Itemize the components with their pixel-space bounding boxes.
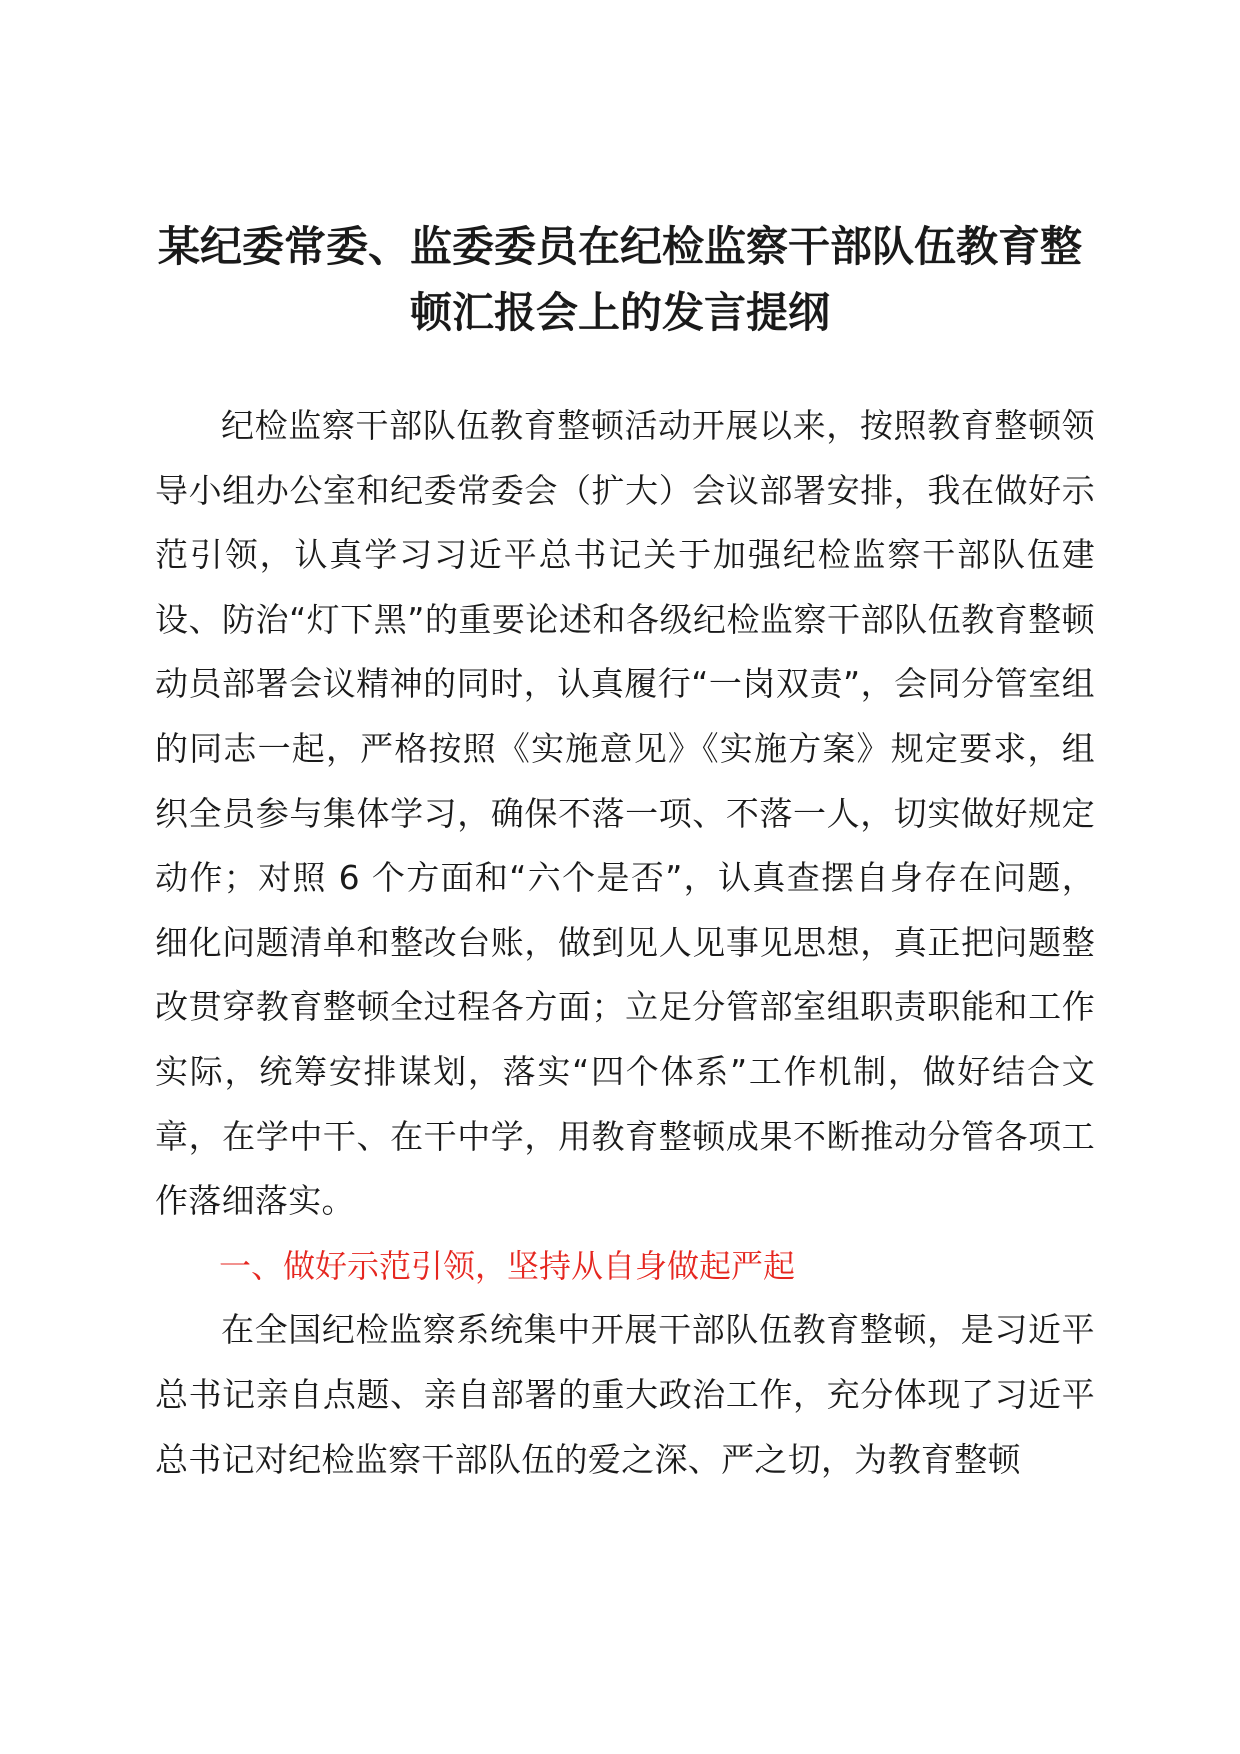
document-body [155, 394, 1095, 1492]
intro-paragraph: 纪检监察干部队伍教育整顿活动开展以来，按照教育整顿领导小组办公室和纪委常委会（扩大）会议部署安排，我在做好示范引领，认真学习习近平总书记关于加强纪检监察干部队伍建设、防治“灯下黑”的重要论述和各级纪检监察干部队伍教育整顿动员部署会议精神的同时，认真履行“一岗双责”，会同分管室组的同志一起，严格按照《实施意见》《实施方案》规定要求，组织全员参与集体学习，确保不落一项、不落一人，切实做好规定动作；对照 6 个方面和“六个是否”，认真查摆自身存在问题，细化问题清单和整改台账，做到见人见事见思想，真正把问题整改贯穿教育整顿全过程各方面；立足分管部室组职责职能和工作实际，统筹安排谋划，落实“四个体系”工作机制，做好结合文章，在学中干、在干中学，用教育整顿成果不断推动分管各项工作落细落实。 [155, 406, 1095, 1221]
section-heading-1: 一、做好示范引领，坚持从自身做起严起 [219, 1246, 796, 1285]
document-title: 某纪委常委、监委委员在纪检监察干部队伍教育整顿汇报会上的发言提纲 [157, 222, 1082, 337]
section-1-paragraph: 在全国纪检监察系统集中开展干部队伍教育整顿，是习近平总书记亲自点题、亲自部署的重大政治工作，充分体现了习近平总书记对纪检监察干部队伍的爱之深、严之切，为教育整顿 [155, 1310, 1095, 1479]
